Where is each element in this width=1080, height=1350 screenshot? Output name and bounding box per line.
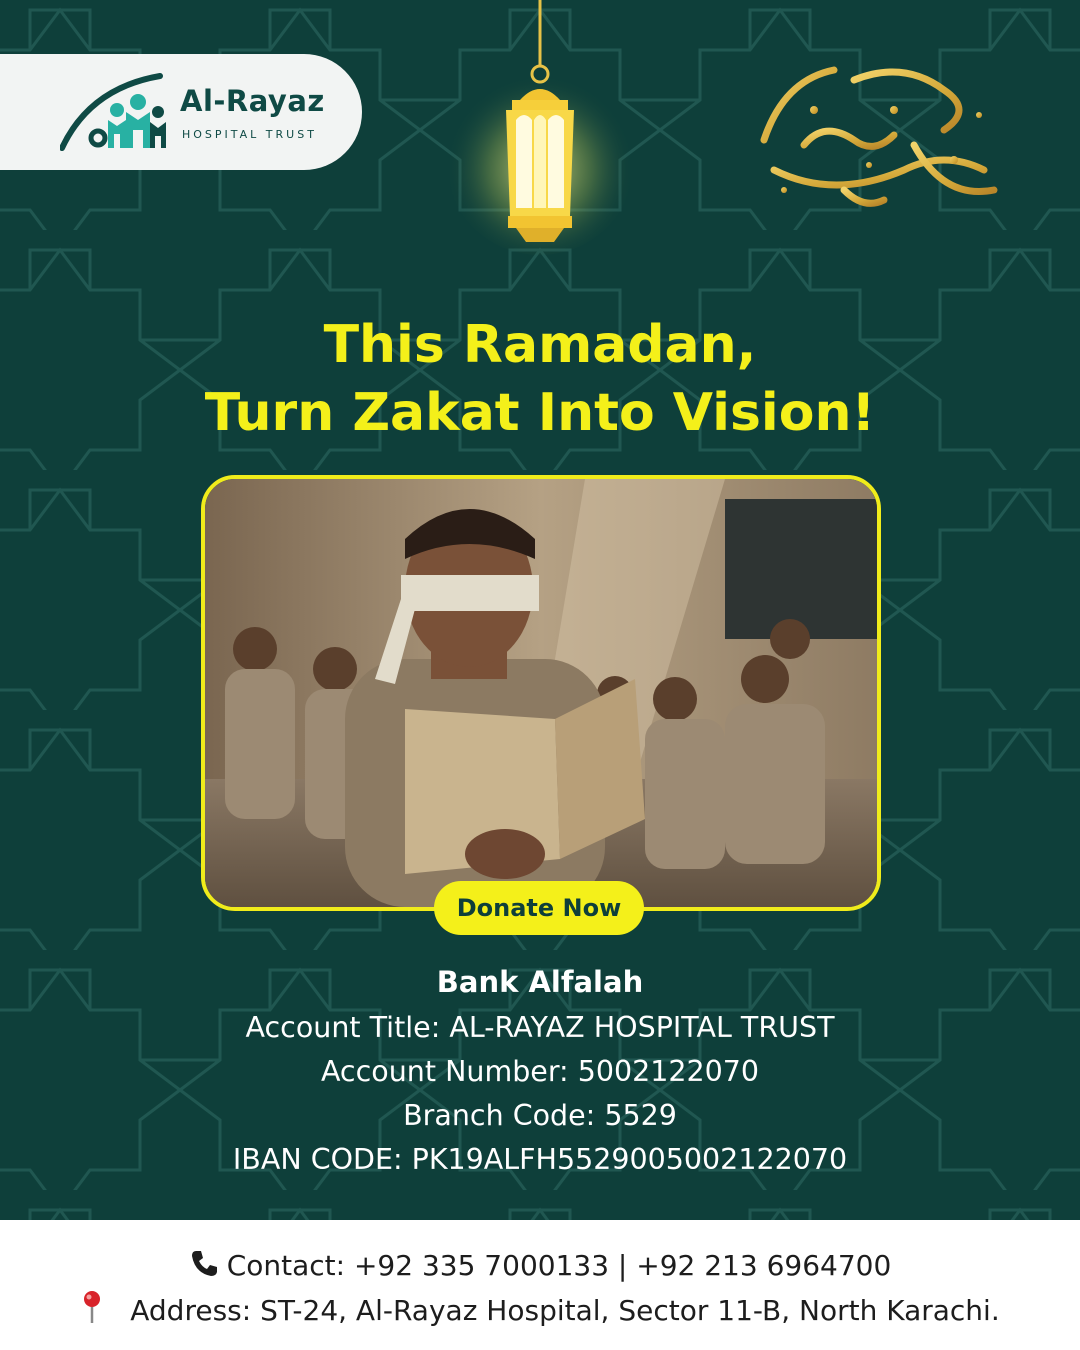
photo-frame	[201, 475, 881, 911]
headline-line-1: This Ramadan,	[323, 315, 757, 375]
brand-name: Al-Rayaz	[180, 84, 325, 118]
calligraphy-text: رمضان كريم	[874, 215, 880, 216]
brand-logo[interactable]	[0, 54, 362, 170]
branch-code: Branch Code: 5529	[403, 1099, 677, 1132]
iban-code: IBAN CODE: PK19ALFH5529005002122070	[232, 1143, 848, 1176]
ramadan-kareem-calligraphy	[744, 50, 1004, 220]
contact-line[interactable]	[0, 1248, 1080, 1282]
brand-subtitle: HOSPITAL TRUST	[182, 128, 317, 141]
blindfolded-child-photo	[205, 479, 877, 907]
lantern-icon	[450, 0, 630, 300]
account-number: Account Number: 5002122070	[320, 1055, 760, 1088]
address-text: Address: ST-24, Al-Rayaz Hospital, Sector 11-B, North Karachi.	[130, 1294, 1000, 1327]
donate-now-button[interactable]: Donate Now	[434, 881, 644, 935]
footer	[0, 1220, 1080, 1350]
phone-icon	[189, 1248, 219, 1278]
contact-text: Contact: +92 335 7000133 | +92 213 6964700	[226, 1249, 892, 1282]
headline-line-2: Turn Zakat Into Vision!	[204, 383, 876, 443]
account-title: Account Title: AL-RAYAZ HOSPITAL TRUST	[245, 1011, 835, 1044]
bank-name: Bank Alfalah	[436, 965, 644, 999]
family-people-logo-icon	[60, 68, 175, 158]
